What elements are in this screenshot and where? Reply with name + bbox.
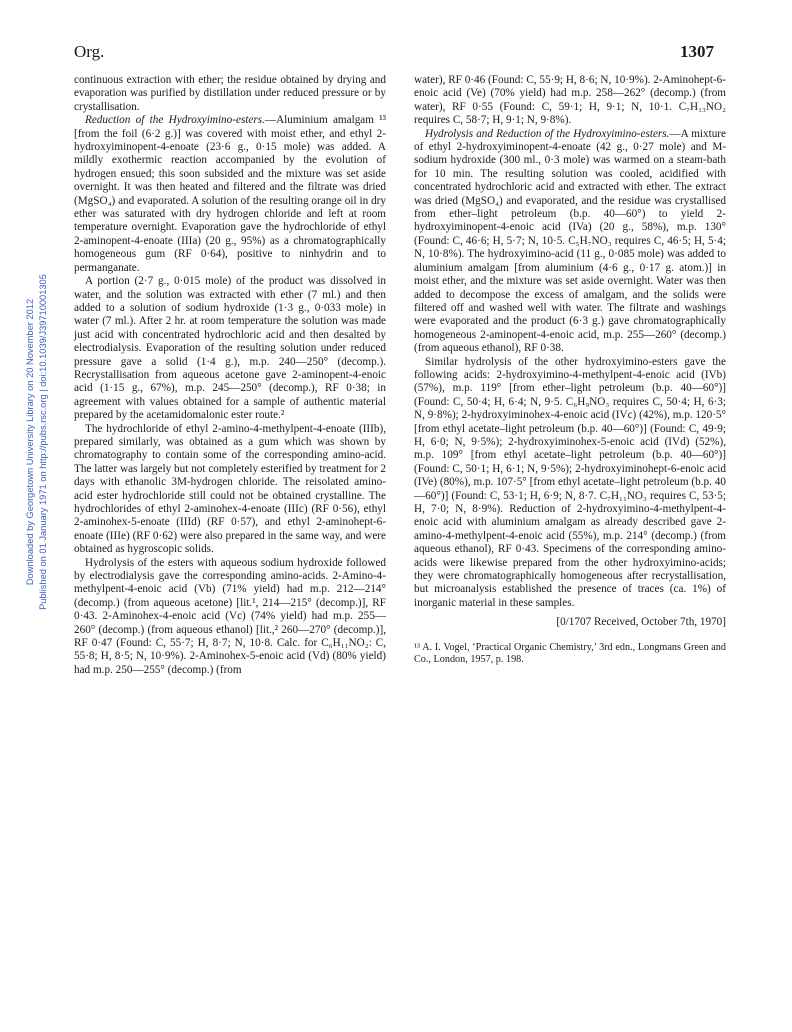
journal-name: Org. <box>74 42 105 61</box>
paragraph: Similar hydrolysis of the other hydroxyimino-esters gave the following acids: 2-hydroxyimino-4-methylpent-4-enoic acid (IVb) (57%), m.p. 119° [from ether–light petroleum (b.p. 40—60°)] (Found: C, 50·4; H, 6·4; N, 9·5. C₆H₉NO₃ requires C, 50·4; H, 6·3; N, 9·8%); 2-hydroxyiminohex-4-enoic acid (IVc) (42%), m.p. 120·5° [from ethyl acetate–light petroleum (b.p. 40—60°)] (Found: C, 49·9; H, 6·0; N, 9·5%); 2-hydroxyiminohex-5-enoic acid (IVd) (52%), m.p. 109° [from ethyl acetate–light petroleum (b.p. 40—60°)] (Found: C, 50·1; H, 6·1; N, 9·5%); 2-hydroxyiminohept-6-enoic acid (IVe) (80%), m.p. 107·5° [from ethyl acetate–light petroleum (b.p. 40—60°)] (Found: C, 53·1; H, 6·9; N, 8·7. C₇H₁₁NO₃ requires C, 53·5; H, 7·0; N, 8·9%). Reduction of 2-hydroxyimino-4-methylpent-4-enoic acid with aluminium amalgam as already described gave 2-amino-4-methylpent-4-enoic acid (55%), m.p. 214° (decomp.) (from aqueous ethanol), RF 0·43. Specimens of the corresponding amino-acids were likewise prepared from the other hydroxyimino-acids; they were chromatographically homogeneous after recrystallisation, but microanalysis established the presence of traces (ca. 1%) of inorganic material in these samples. <box>414 355 726 609</box>
paragraph <box>74 114 386 275</box>
paragraph: A portion (2·7 g., 0·015 mole) of the product was dissolved in water, and the solution was extracted with ether (7 ml.) and then added to a solution of sodium hydroxide (1·3 g., 0·033 mole) in water (7 ml.). After 2 hr. at room temperature the solution was made just acid with concentrated hydrochloric acid and then desalted by electrodialysis. Evaporation of the resulting solution under reduced pressure gave a solid (1·4 g.), m.p. 240—250° (decomp.). Recrystallisation from aqueous acetone gave 2-aminopent-4-enoic acid (1·15 g., 67%), m.p. 245—250° (decomp.), RF 0·38; in agreement with values obtained for a sample of authentic material prepared by the acetamidomalonic ester route.² <box>74 275 386 422</box>
publication-info[interactable]: Published on 01 January 1971 on http://pubs.rsc.org | doi:10.1039/J39710001305 <box>38 274 48 610</box>
received-date: [0/1707 Received, October 7th, 1970] <box>556 616 726 629</box>
footnote: ¹³ A. I. Vogel, ‘Practical Organic Chemistry,’ 3rd edn., Longmans Green and Co., London, 1957, p. 198. <box>414 641 726 665</box>
paragraph: continuous extraction with ether; the residue obtained by drying and evaporation was purified by distillation under reduced pressure or by crystallisation. <box>74 74 386 113</box>
paragraph-body: —Aluminium amalgam ¹³ [from the foil (6·2 g.)] was covered with moist ether, and ethyl 2-hydroxyiminopent-4-enoate (23·6 g., 0·15 mole) was added. A mildly exothermic reaction accompanied by the evolution of hydrogen ensued; this soon subsided and the mixture was set aside overnight. It was then heated and filtered and the filtrate was dried (MgSO₄) and evaporated. A solution of the resulting orange oil in dry ether was saturated with dry hydrogen chloride and left at room temperature overnight. Evaporation gave the hydrochloride of ethyl 2-aminopent-4-enoate (IIIa) (20 g., 95%) as a chromatographically homogeneous gum (RF 0·64), positive to ninhydrin and to permanganate. <box>74 114 386 274</box>
paragraph <box>414 128 726 356</box>
paragraph: Hydrolysis of the esters with aqueous sodium hydroxide followed by electrodialysis gave the corresponding amino-acids. 2-Amino-4-methylpent-4-enoic acid (Vb) (71% yield) had m.p. 212—214° (decomp.) (from aqueous acetone) [lit.¹, 214—215° (decomp.)], RF 0·43. 2-Aminohex-4-enoic acid (Vc) (74% yield) had m.p. 255—260° (decomp.) (from aqueous ethanol) [lit.,² 260—270° (decomp.)], RF 0·47 (Found: C, 55·7; H, 8·7; N, 10·8. Calc. for C₆H₁₁NO₂: C, 55·8; H, 8·5; N, 10·9%). 2-Aminohex-5-enoic acid (Vd) (80% yield) had m.p. 250—255° (decomp.) (from <box>74 556 386 676</box>
page-number: 1307 <box>680 42 714 61</box>
sidebar-download-notice <box>24 262 64 622</box>
paragraph: water), RF 0·46 (Found: C, 55·9; H, 8·6; N, 10·9%). 2-Aminohept-6-enoic acid (Ve) (70% yield) had m.p. 258—262° (decomp.) (from water), RF 0·55 (Found: C, 59·1; H, 9·1; N, 10·1. C₇H₁₃NO₂ requires C, 58·7; H, 9·1; N, 9·8%). <box>414 74 726 127</box>
download-info: Downloaded by Georgetown University Library on 20 November 2012 <box>25 298 35 586</box>
section-heading: Hydrolysis and Reduction of the Hydroxyimino-esters. <box>425 127 670 140</box>
section-heading: Reduction of the Hydroxyimino-esters. <box>85 114 265 127</box>
left-column <box>74 74 386 677</box>
paragraph-body: —A mixture of ethyl 2-hydroxyiminopent-4-enoate (42 g., 0·27 mole) and M-sodium hydroxide (300 ml., 0·3 mole) was warmed on a steam-bath for 10 min. The resulting solution was cooled, acidified with concentrated hydrochloric acid and extracted with ether. The extract was dried (MgSO₄) and evaporated, and the residue was crystallised from ether–light petroleum (b.p. 40—60°) to yield 2-hydroxyiminopent-4-enoic acid (IVa) (20 g., 58%), m.p. 130° (Found: C, 46·6; H, 5·7; N, 10·5. C₅H₇NO₃ requires C, 46·5; H, 5·4; N, 10·8%). The hydroxyimino-acid (11 g., 0·085 mole) was added to aluminium amalgam [from aluminium (4·6 g., 0·17 g. atom.)] in moist ether, and the mixture was set aside overnight. Water was then added to decompose the excess of amalgam, and the solids were filtered off and washed well with water. The filtrate and washings were evaporated and the product (6·3 g.) gave chromatographically homogeneous 2-aminopent-4-enoic acid, m.p. 255—260° (decomp.) (from aqueous ethanol), RF 0·38. <box>414 127 726 355</box>
right-column <box>414 74 726 666</box>
paragraph: The hydrochloride of ethyl 2-amino-4-methylpent-4-enoate (IIIb), prepared similarly, was obtained as a gum which was shown by chromatography to contain some of the corresponding amino-acid. The latter was largely but not completely esterified by treatment for 2 days with ethanolic 3M-hydrogen chloride. The reisolated amino-acid ester hydrochloride still could not be obtained crystalline. The hydrochlorides of ethyl 2-aminohex-4-enoate (IIIc) (RF 0·56), ethyl 2-aminohex-5-enoate (IIId) (RF 0·57), and ethyl 2-aminohept-6-enoate (IIIe) (RF 0·62) were also prepared in the same way, and were obtained as hygroscopic solids. <box>74 422 386 556</box>
